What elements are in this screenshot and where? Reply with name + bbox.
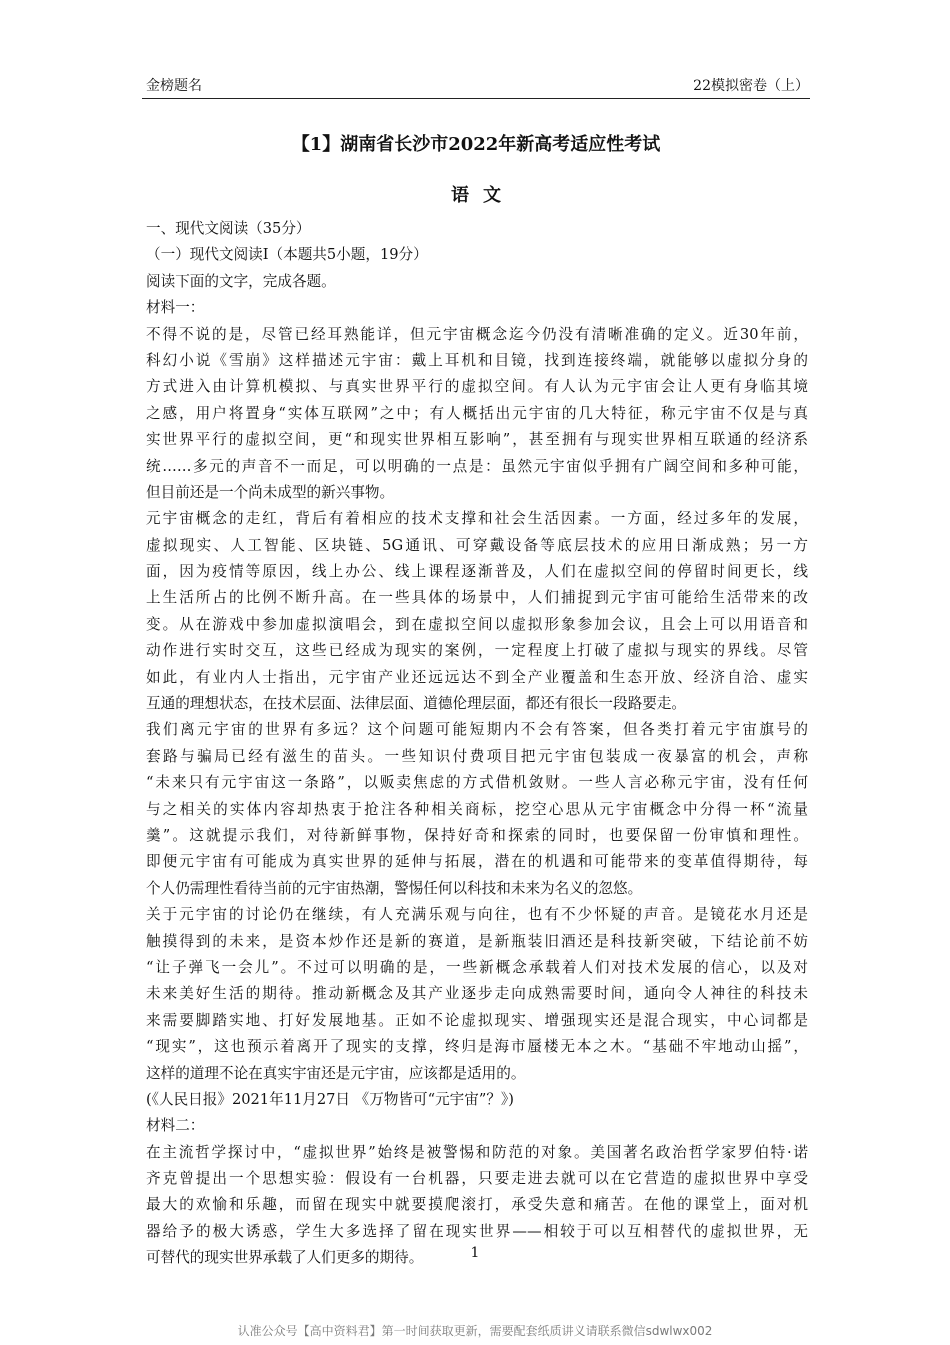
text-line: 触摸得到的未来，是资本炒作还是新的赛道，是新瓶装旧酒还是科技新突破，下结论前不妨 [146,932,808,950]
text-line: 套路与骗局已经有滋生的苗头。一些知识付费项目把元宇宙包装成一夜暴富的机会，声称 [146,747,808,765]
text-line: 这样的道理不论在真实宇宙还是元宇宙，应该都是适用的。 [146,1064,526,1082]
page-number: 1 [470,1245,480,1261]
text-line: 实世界平行的虚拟空间，更“和现实世界相互影响”，甚至拥有与现实世界相互联通的经济系 [146,431,808,449]
subject-heading: 语文 [451,185,515,206]
text-line: 最大的欢愉和乐趣，而留在现实中就要摸爬滚打，承受失意和痛苦。在他的课堂上，面对机 [146,1196,808,1214]
header-divider [142,98,810,99]
text-line: 材料二： [146,1117,205,1135]
text-line: 动作进行实时交互，这些已经成为现实的案例，一定程度上打破了虚拟与现实的界线。尽管 [146,642,808,660]
text-line: (《人民日报》2021年11月27日 《万物皆可“元宇宙”？》) [146,1090,514,1108]
text-line: 面，因为疫情等原因，线上办公、线上课程逐渐普及，人们在虚拟空间的停留时间更长，线 [146,563,808,581]
text-line: 关于元宇宙的讨论仍在继续，有人充满乐观与向往，也有不少怀疑的声音。是镜花水月还是 [146,906,808,924]
text-line: 可替代的现实世界承载了人们更多的期待。 [146,1249,424,1267]
exam-title: 【1】湖南省长沙市2022年新高考适应性考试 [291,134,661,155]
text-line: 即便元宇宙有可能成为真实世界的延伸与拓展，潜在的机遇和可能带来的变革值得期待，每 [146,853,808,871]
text-line: 来需要脚踏实地、打好发展地基。正如不论虚拟现实、增强现实还是混合现实，中心词都是 [146,1011,808,1029]
text-line: 方式进入由计算机模拟、与真实世界平行的虚拟空间。有人认为元宇宙会让人更有身临其境 [146,378,808,396]
text-line: 与之相关的实体内容却热衷于抢注各种相关商标，挖空心思从元宇宙概念中分得一杯“流量 [146,800,808,818]
text-line: 一、现代文阅读（35分） [146,220,311,237]
body-text [146,216,808,1272]
text-line: 统……多元的声音不一而足，可以明确的一点是：虽然元宇宙似乎拥有广阔空间和多种可能， [146,457,808,475]
text-line: “让子弹飞一会儿”。不过可以明确的是，一些新概念承载着人们对技术发展的信心，以及对 [146,958,808,976]
footer-note: 认准公众号【高中资料君】第一时间获取更新，需要配套纸质讲义请联系微信sdwlwx002 [237,1324,713,1338]
text-line: 科幻小说《雪崩》这样描述元宇宙：戴上耳机和目镜，找到连接终端，就能够以虚拟分身的 [146,351,808,369]
text-line: 材料一： [146,299,205,317]
text-line: “现实”，这也预示着离开了现实的支撑，终归是海市蜃楼无本之木。“基础不牢地动山摇”， [146,1038,808,1056]
text-line: 变。从在游戏中参加虚拟演唱会，到在虚拟空间以虚拟形象参加会议，且会上可以用语音和 [146,615,808,633]
text-line: 齐克曾提出一个思想实验：假设有一台机器，只要走进去就可以在它营造的虚拟世界中享受 [146,1170,808,1188]
text-line: 虚拟现实、人工智能、区块链、5G通讯、可穿戴设备等底层技术的应用日渐成熟；另一方 [146,536,808,554]
text-line: （一）现代文阅读Ⅰ（本题共5小题，19分） [146,246,428,264]
text-line: “未来只有元宇宙这一条路”，以贩卖焦虑的方式借机敛财。一些人言必称元宇宙，没有任何 [146,774,808,792]
text-line: 但目前还是一个尚未成型的新兴事物。 [146,483,395,501]
text-line: 互通的理想状态，在技术层面、法律层面、道德伦理层面，都还有很长一段路要走。 [146,695,686,713]
text-line: 我们离元宇宙的世界有多远？这个问题可能短期内不会有答案，但各类打着元宇宙旗号的 [146,721,808,739]
text-line: 元宇宙概念的走红，背后有着相应的技术支撑和社会生活因素。一方面，经过多年的发展， [146,510,808,528]
text-line: 阅读下面的文字，完成各题。 [146,272,336,290]
text-line: 之感，用户将置身“实体互联网”之中；有人概括出元宇宙的几大特征，称元宇宙不仅是与真 [146,404,808,422]
text-line: 个人仍需理性看待当前的元宇宙热潮，警惕任何以科技和未来为名义的忽悠。 [146,879,643,897]
text-line: 上生活所占的比例不断升高。在一些具体的场景中，人们捕捉到元宇宙可能给生活带来的改 [146,589,808,607]
text-line: 器给予的极大诱惑，学生大多选择了留在现实世界——相较于可以互相替代的虚拟世界，无 [146,1222,808,1240]
header-right-text: 22模拟密卷（上） [693,78,809,94]
header-left-text: 金榜题名 [146,78,202,94]
text-line: 在主流哲学探讨中，“虚拟世界”始终是被警惕和防范的对象。美国著名政治哲学家罗伯特·诺 [146,1143,808,1161]
text-line: 未来美好生活的期待。推动新概念及其产业逐步走向成熟需要时间，通向令人神往的科技未 [146,985,808,1003]
text-line: 羹”。这就提示我们，对待新鲜事物，保持好奇和探索的同时，也要保留一份审慎和理性。 [146,826,808,844]
text-line: 不得不说的是，尽管已经耳熟能详，但元宇宙概念迄今仍没有清晰准确的定义。近30年前， [146,325,808,343]
text-line: 如此，有业内人士指出，元宇宙产业还远远达不到全产业覆盖和生态开放、经济自洽、虚实 [146,668,808,686]
